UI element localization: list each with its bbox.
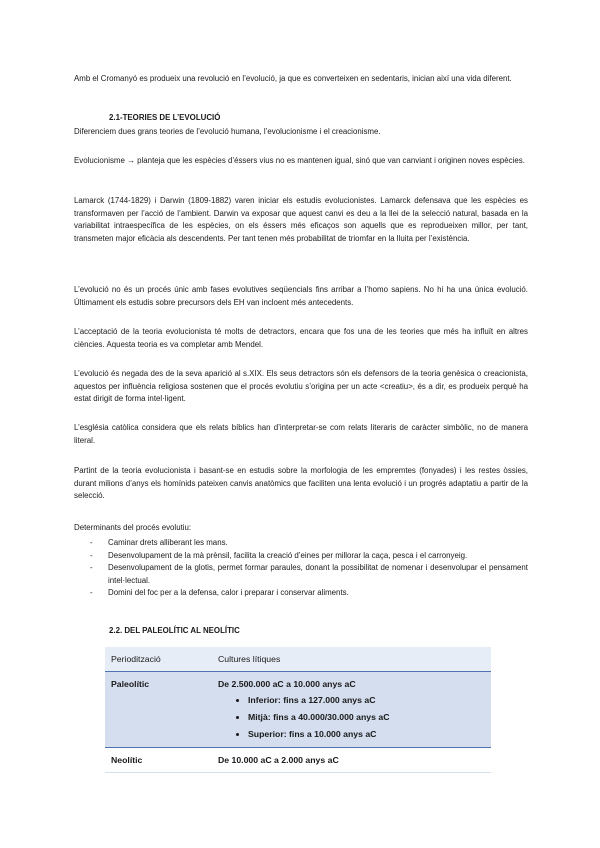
list-item: • Inferior: fins a 127.000 anys aC [248, 692, 485, 709]
neolitic-range: De 10.000 aC a 2.000 anys aC [212, 748, 491, 773]
section-heading-teories: 2.1-TEORIES DE L’EVOLUCIÓ [109, 113, 221, 122]
cultures-table [105, 647, 491, 773]
bullet-dash: - [90, 550, 93, 560]
list-item: • Superior: fins a 10.000 anys aC [248, 726, 485, 743]
bullet-dash: - [90, 538, 93, 547]
evolucionisme-paragraph: Evolucionisme → planteja que les espècies d’éssers vius no es mantenen igual, sinó que van canviant i originen noves espècies. [74, 156, 525, 165]
table-header-periodització: Periodització [105, 647, 212, 672]
period-name-paleolitic: Paleolític [105, 672, 212, 748]
esglesia-paragraph: L’església catòlica considera que els relats bíblics han d’interpretar-se com relats literaris de caràcter simbòlic, no de manera literal. [74, 423, 528, 445]
lamarck-darwin-paragraph: Lamarck (1744-1829) i Darwin (1809-1882) varen iniciar els estudis evolucionistes. Lamarck defensava que les espècies es transformaven per l’acció de l’ambient. Darwin va exposar que aquest canvi es deu a la llei de la selecció natural, basada en la variabilitat intraespecífica de les espècies, on els éssers més eficaços son aquells que es reprodueixen millor, per tant, transmeten major eficàcia als descendents. Per tant tenen més probabilitat de triomfar en la lluita per l’existència. [74, 196, 528, 243]
unica-evolucio-paragraph: L’evolució no és un procés únic amb fases evolutives seqüencials fins arribar a l’homo sapiens. No hi ha una única evolució. Últimament els estudis sobre precursors dels EH van incloent més antecedents. [74, 285, 528, 307]
intro-paragraph: Amb el Cromanyó es produeix una revolució en l’evolució, ja que es converteixen en sedentaris, inician així una vida diferent. [74, 74, 512, 83]
table-row [105, 672, 491, 748]
acceptacio-paragraph: L’acceptació de la teoria evolucionista té molts de detractors, encara que fos una de les teories que més ha influït en altres ciències. Aquesta teoria es va completar amb Mendel. [74, 327, 528, 349]
paleolitic-cell [212, 672, 491, 748]
partint-paragraph: Partint de la teoria evolucionista i basant-se en estudis sobre la morfologia de les empremtes (fonyades) i les restes òssies, durant milions d’anys els homínids pateixen canvis anatòmics que faciliten una lenta evolució i un progrés adaptatiu a partir de la selecció. [74, 466, 528, 501]
list-item: - Caminar drets alliberant les mans. [74, 537, 528, 550]
determinants-list [74, 537, 528, 600]
creacionisme-paragraph: L’evolució és negada des de la seva aparició al s.XIX. Els seus detractors són els defensors de la teoria genèsica o creacionista, aquestos per influència religiosa sostenen que el procés evolutiu s’origina per un acte <creatiu>, és a dir, es produeix perquè ha estat dirigit de forma intel·ligent. [74, 369, 528, 404]
period-name-neolitic: Neolític [105, 748, 212, 773]
table-header-row [105, 647, 491, 672]
table-row [105, 748, 491, 773]
section-heading-paleolitic: 2.2. DEL PALEOLÍTIC AL NEOLÍTIC [109, 626, 240, 635]
list-item: - Domini del foc per a la defensa, calor i preparar i conservar aliments. [74, 587, 528, 600]
list-item: • Mitjà: fins a 40.000/30.000 anys aC [248, 709, 485, 726]
list-item: - Desenvolupament de la glotis, permet formar paraules, donant la possibilitat de nomenar i desenvolupar el pensament intel·lectual. [90, 563, 528, 585]
bullet-dash: - [90, 563, 93, 573]
list-item: - Desenvolupament de la mà prènsil, facilita la creació d’eines per millorar la caça, pesca i el carronyeig. [74, 550, 528, 563]
paleolitic-periods-list [218, 692, 485, 743]
determinants-label: Determinants del procés evolutiu: [74, 523, 192, 532]
table-header-cultures: Cultures lítiques [212, 647, 491, 672]
paleolitic-range: De 2.500.000 aC a 10.000 anys aC [218, 679, 356, 689]
bullet-dash: - [90, 588, 93, 598]
section1-lead-paragraph: Diferenciem dues grans teories de l’evolució humana, l’evolucionisme i el creacionisme. [74, 127, 381, 136]
